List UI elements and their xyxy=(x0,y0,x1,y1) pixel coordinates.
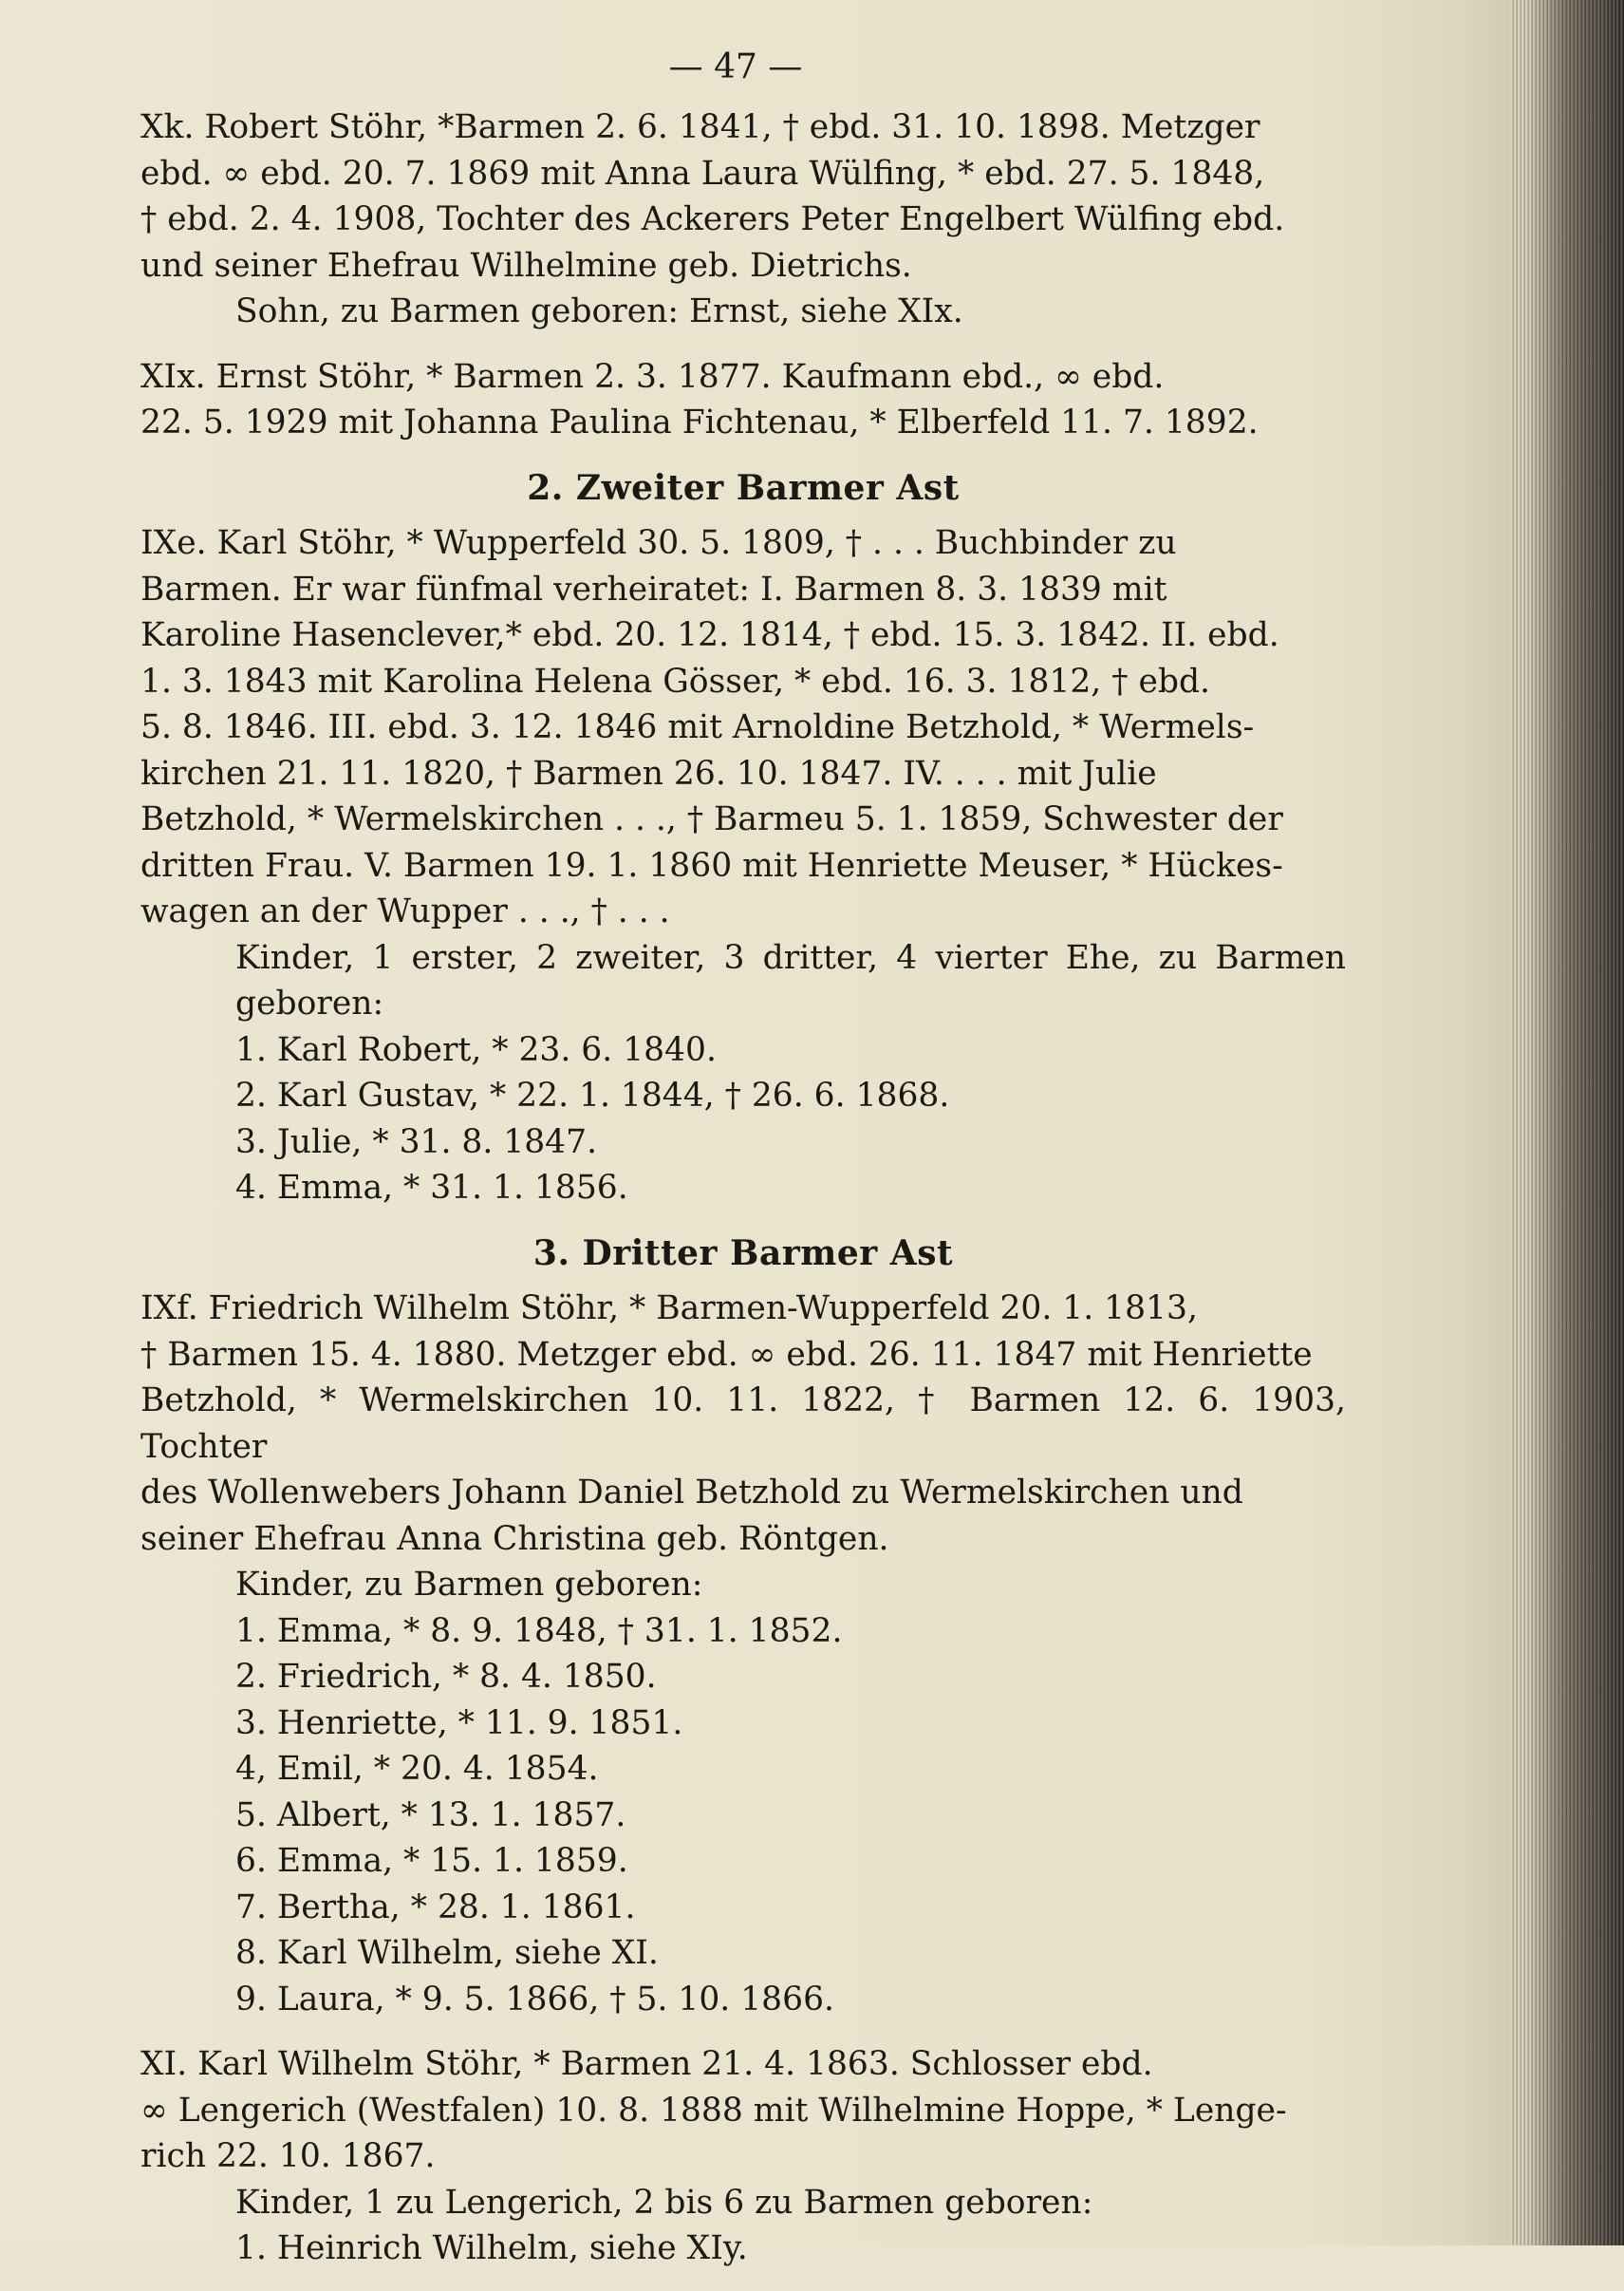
list-item: 2. Karl Gustav, * 22. 1. 1844, † 26. 6. 1868. xyxy=(235,1077,950,1115)
list-item: 6. Emma, * 15. 1. 1859. xyxy=(235,1842,628,1880)
text-line: Betzhold, * Wermelskirchen 10. 11. 1822, † Barmen 12. 6. 1903, Tochter xyxy=(140,1381,1346,1466)
text-line: † ebd. 2. 4. 1908, Tochter des Ackerers Peter Engelbert Wülfing ebd. xyxy=(140,200,1285,238)
list-item: 7. Bertha, * 28. 1. 1861. xyxy=(235,1887,636,1926)
children-heading: Kinder, 1 zu Lengerich, 2 bis 6 zu Barmen geboren: xyxy=(235,2183,1093,2222)
children-list xyxy=(140,1027,1346,1211)
page-content xyxy=(140,104,1346,2291)
text-line: † Barmen 15. 4. 1880. Metzger ebd. ∞ ebd. 26. 11. 1847 mit Henriette xyxy=(140,1335,1313,1374)
children-list xyxy=(140,1608,1346,2023)
entry-xk xyxy=(140,104,1346,335)
list-item: 9. Laura, * 9. 5. 1866, † 5. 10. 1866. xyxy=(235,1980,834,2019)
entry-ixe xyxy=(140,520,1346,1211)
list-item: 1. Emma, * 8. 9. 1848, † 31. 1. 1852. xyxy=(235,1611,843,1650)
text-line: kirchen 21. 11. 1820, † Barmen 26. 10. 1847. IV. . . . mit Julie xyxy=(140,754,1157,793)
list-item: 3. Julie, * 31. 8. 1847. xyxy=(235,1122,598,1161)
list-item: 4. Emma, * 31. 1. 1856. xyxy=(235,1169,628,1207)
children-list xyxy=(140,2225,1346,2272)
list-item: 8. Karl Wilhelm, siehe XI. xyxy=(235,1934,659,1972)
text-line: IXf. Friedrich Wilhelm Stöhr, * Barmen-Wupperfeld 20. 1. 1813, xyxy=(140,1289,1198,1327)
text-line: XIx. Ernst Stöhr, * Barmen 2. 3. 1877. Kaufmann ebd., ∞ ebd. xyxy=(140,357,1165,396)
text-line: Betzhold, * Wermelskirchen . . ., † Barmeu 5. 1. 1859, Schwester der xyxy=(140,800,1283,838)
text-line: 1. 3. 1843 mit Karolina Helena Gösser, * ebd. 16. 3. 1812, † ebd. xyxy=(140,662,1210,701)
text-line: dritten Frau. V. Barmen 19. 1. 1860 mit Henriette Meuser, * Hückes- xyxy=(140,846,1283,885)
text-line: XI. Karl Wilhelm Stöhr, * Barmen 21. 4. 1863. Schlosser ebd. xyxy=(140,2045,1153,2083)
section-heading-2: 2. Zweiter Barmer Ast xyxy=(527,467,960,508)
text-line: seiner Ehefrau Anna Christina geb. Röntgen. xyxy=(140,1519,889,1558)
text-line: IXe. Karl Stöhr, * Wupperfeld 30. 5. 1809, † . . . Buchbinder zu xyxy=(140,524,1177,562)
list-item: 1. Heinrich Wilhelm, siehe XIy. xyxy=(235,2229,748,2267)
list-item: 1. Karl Robert, * 23. 6. 1840. xyxy=(235,1030,717,1069)
list-item: 3. Henriette, * 11. 9. 1851. xyxy=(235,1703,683,1742)
text-line: 5. 8. 1846. III. ebd. 3. 12. 1846 mit Arnoldine Betzhold, * Wermels- xyxy=(140,708,1255,746)
list-item: 2. Friedrich, * 8. 4. 1850. xyxy=(235,1658,657,1696)
child-note: Sohn, zu Barmen geboren: Ernst, siehe XIx. xyxy=(235,292,963,330)
text-line: ebd. ∞ ebd. 20. 7. 1869 mit Anna Laura Wülfing, * ebd. 27. 5. 1848, xyxy=(140,154,1265,193)
text-line: des Wollenwebers Johann Daniel Betzhold zu Wermelskirchen und xyxy=(140,1474,1243,1512)
section-heading-3: 3. Dritter Barmer Ast xyxy=(532,1232,954,1273)
text-line: Xk. Robert Stöhr, *Barmen 2. 6. 1841, † ebd. 31. 10. 1898. Metzger xyxy=(140,108,1260,146)
text-line: 22. 5. 1929 mit Johanna Paulina Fichtenau, * Elberfeld 11. 7. 1892. xyxy=(140,404,1259,441)
book-edge xyxy=(1510,0,1624,2245)
text-line: ∞ Lengerich (Westfalen) 10. 8. 1888 mit Wilhelmine Hoppe, * Lenge- xyxy=(140,2091,1287,2130)
page-number: — 47 — xyxy=(668,47,803,86)
entry-xix xyxy=(140,354,1346,446)
text-line: rich 22. 10. 1867. xyxy=(140,2137,436,2175)
children-heading: Kinder, 1 erster, 2 zweiter, 3 dritter, 4 vierter Ehe, zu Barmen geboren: xyxy=(235,938,1346,1023)
text-line: Karoline Hasenclever,* ebd. 20. 12. 1814, † ebd. 15. 3. 1842. II. ebd. xyxy=(140,616,1279,654)
entry-ixf xyxy=(140,1286,1346,2022)
text-line: wagen an der Wupper . . ., † . . . xyxy=(140,892,670,930)
children-heading: Kinder, zu Barmen geboren: xyxy=(235,1566,703,1604)
list-item: 5. Albert, * 13. 1. 1857. xyxy=(235,1795,626,1834)
text-line: und seiner Ehefrau Wilhelmine geb. Dietrichs. xyxy=(140,246,912,285)
list-item: 4, Emil, * 20. 4. 1854. xyxy=(235,1750,599,1788)
entry-xl xyxy=(140,2041,1346,2272)
text-line: Barmen. Er war fünfmal verheiratet: I. Barmen 8. 3. 1839 mit xyxy=(140,570,1167,609)
